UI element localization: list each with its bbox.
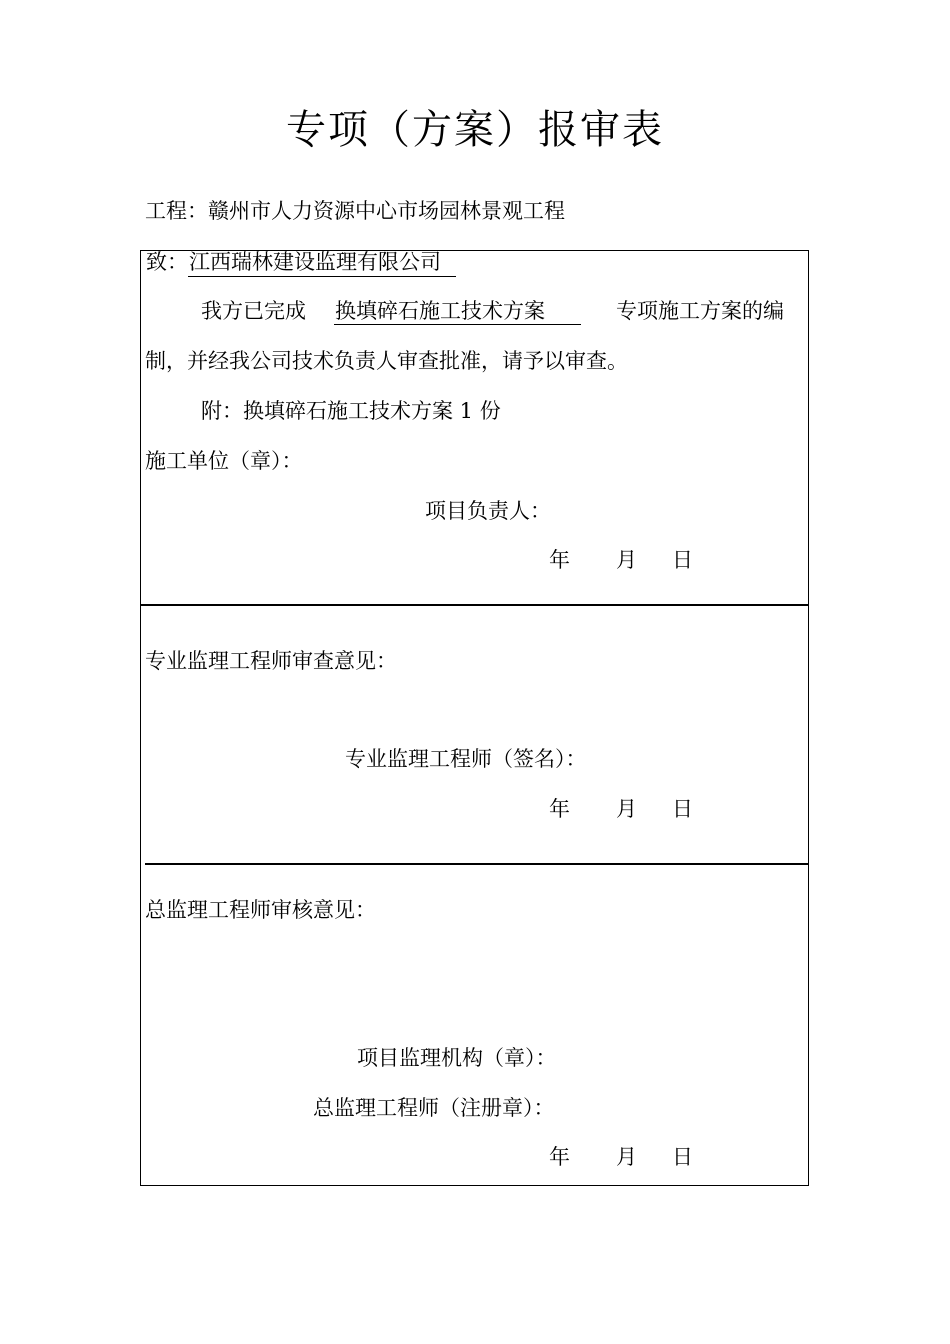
project-name: 工程：赣州市人力资源中心市场园林景观工程 xyxy=(145,199,565,223)
statement-line2: 制，并经我公司技术负责人审查批准，请予以审查。 xyxy=(145,349,628,373)
attachment: 附：换填碎石施工技术方案 1 份 xyxy=(201,399,501,423)
specialist-sign-label: 专业监理工程师（签名）： xyxy=(345,747,587,771)
chief-opinion-label: 总监理工程师审核意见： xyxy=(145,898,376,922)
project-manager-label: 项目负责人： xyxy=(425,499,551,523)
date-year-2: 年 xyxy=(549,797,570,821)
date-month-3: 月 xyxy=(616,1145,637,1169)
date-day-3: 日 xyxy=(672,1145,693,1169)
date-day-1: 日 xyxy=(672,548,693,572)
recipient-underline xyxy=(188,276,456,277)
contractor-seal-label: 施工单位（章）： xyxy=(145,449,303,473)
project-org-seal-label: 项目监理机构（章）： xyxy=(357,1046,557,1070)
specialist-opinion-label: 专业监理工程师审查意见： xyxy=(145,649,397,673)
section-divider-2 xyxy=(145,863,809,865)
date-year-3: 年 xyxy=(549,1145,570,1169)
chief-sign-label: 总监理工程师（注册章）： xyxy=(313,1096,555,1120)
completed-suffix: 专项施工方案的编 xyxy=(616,299,784,323)
to-label: 致： xyxy=(146,250,188,274)
date-day-2: 日 xyxy=(672,797,693,821)
date-year-1: 年 xyxy=(549,548,570,572)
date-month-1: 月 xyxy=(616,548,637,572)
plan-name-underline xyxy=(334,324,581,325)
to-recipient: 江西瑞林建设监理有限公司 xyxy=(189,250,441,274)
page-title: 专项（方案）报审表 xyxy=(286,107,664,153)
section-divider-1 xyxy=(140,604,809,606)
completed-prefix: 我方已完成 xyxy=(201,299,306,323)
plan-name: 换填碎石施工技术方案 xyxy=(335,299,545,323)
date-month-2: 月 xyxy=(616,797,637,821)
